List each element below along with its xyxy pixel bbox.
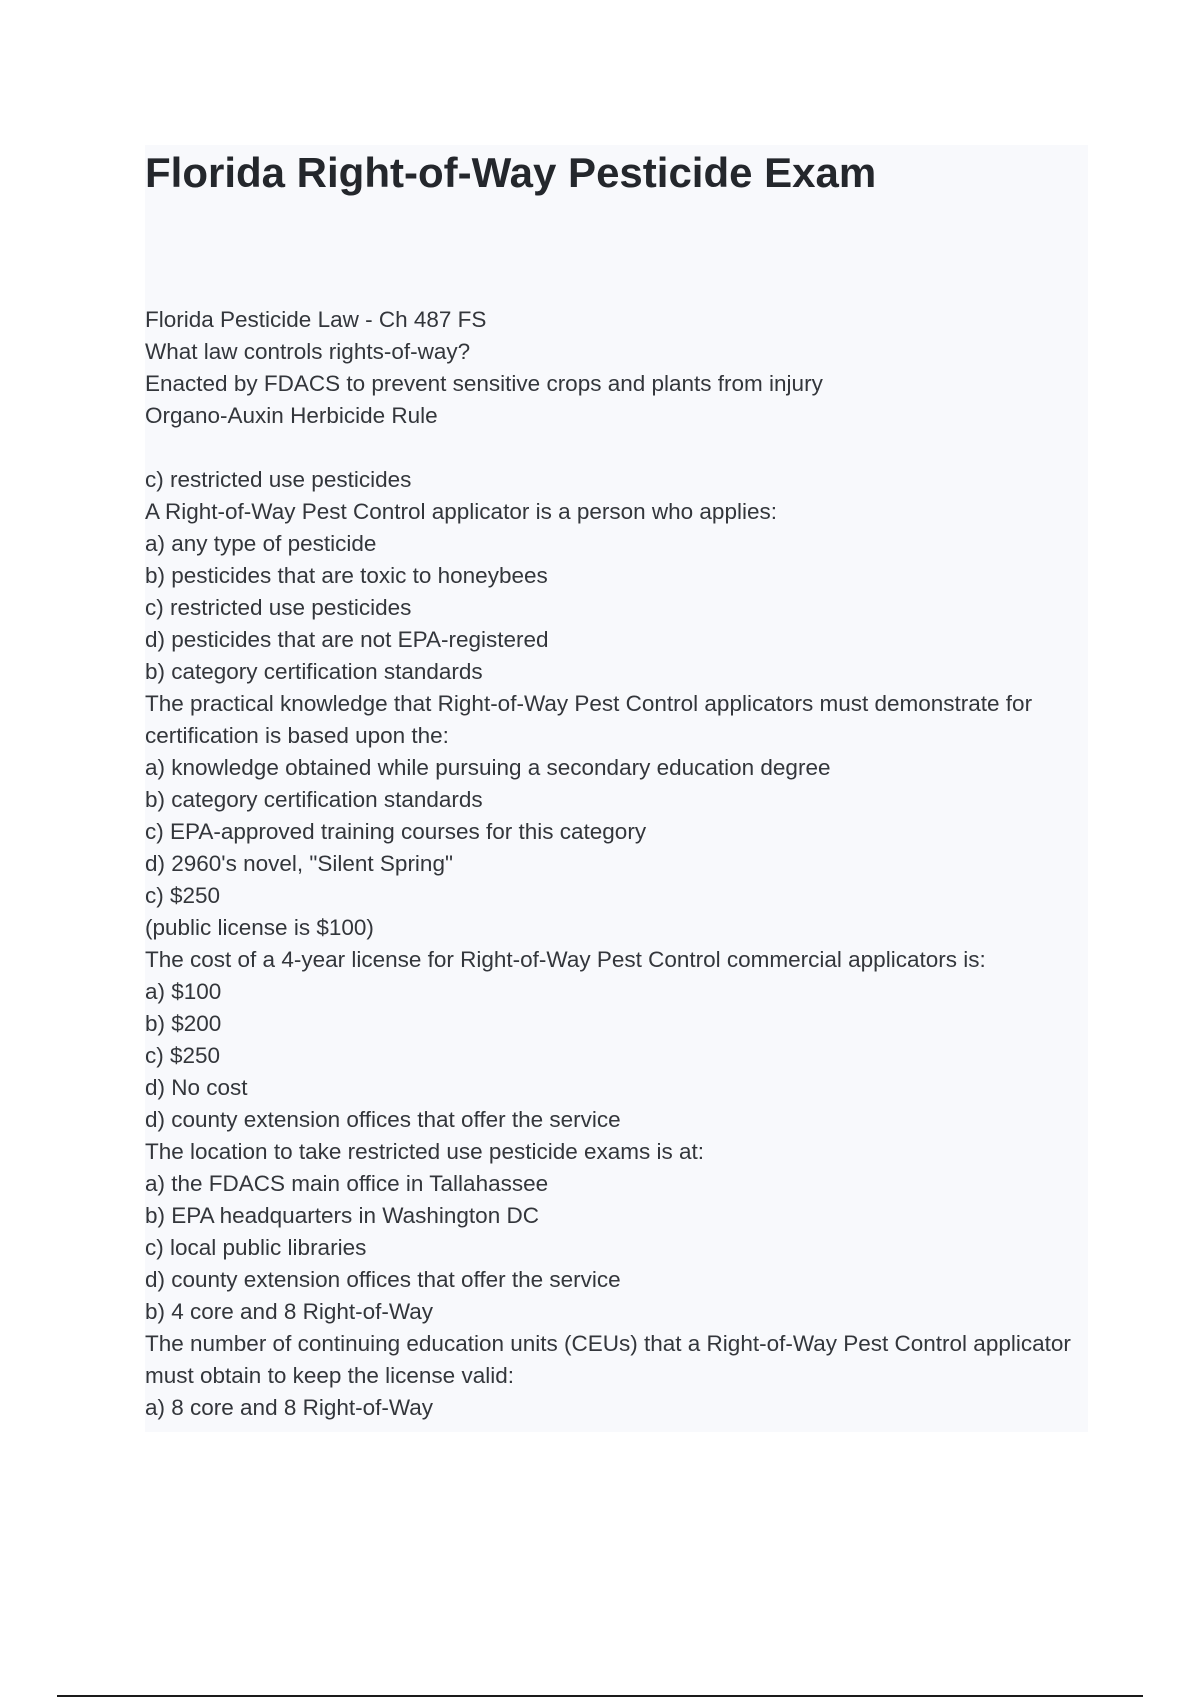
text-line: b) category certification standards <box>145 659 483 684</box>
text-line: b) EPA headquarters in Washington DC <box>145 1203 539 1228</box>
footer-rule <box>57 1695 1143 1697</box>
text-line: a) the FDACS main office in Tallahassee <box>145 1171 549 1196</box>
text-line: The cost of a 4-year license for Right-of-Way Pest Control commercial applicators is: <box>145 947 986 972</box>
text-line: What law controls rights-of-way? <box>145 339 471 364</box>
text-line: A Right-of-Way Pest Control applicator is a person who applies: <box>145 499 777 524</box>
text-line: c) EPA-approved training courses for this category <box>145 819 647 844</box>
text-line: Florida Pesticide Law - Ch 487 FS <box>145 307 487 332</box>
text-line: a) 8 core and 8 Right-of-Way <box>145 1395 434 1420</box>
text-line: b) pesticides that are toxic to honeybees <box>145 563 548 588</box>
text-line: c) restricted use pesticides <box>145 595 412 620</box>
text-line: c) local public libraries <box>145 1235 367 1260</box>
text-line: Enacted by FDACS to prevent sensitive crops and plants from injury <box>145 371 823 396</box>
document-body <box>145 304 1085 1424</box>
text-line: c) restricted use pesticides <box>145 467 412 492</box>
text-line: d) 2960's novel, "Silent Spring" <box>145 851 453 876</box>
text-line: d) No cost <box>145 1075 248 1100</box>
text-line: a) knowledge obtained while pursuing a secondary education degree <box>145 755 831 780</box>
text-line: Organo-Auxin Herbicide Rule <box>145 403 438 428</box>
text-line: The practical knowledge that Right-of-Way Pest Control applicators must demonstrate for certification is based upon the: <box>145 691 1033 748</box>
text-line: b) $200 <box>145 1011 222 1036</box>
text-line: a) $100 <box>145 979 222 1004</box>
text-line: c) $250 <box>145 883 221 908</box>
text-line: d) county extension offices that offer the service <box>145 1107 621 1132</box>
text-line: d) pesticides that are not EPA-registered <box>145 627 549 652</box>
text-line: The location to take restricted use pesticide exams is at: <box>145 1139 705 1164</box>
page-title: Florida Right-of-Way Pesticide Exam <box>145 149 877 196</box>
blank-line <box>145 432 1085 464</box>
text-line: (public license is $100) <box>145 915 374 940</box>
text-line: d) county extension offices that offer the service <box>145 1267 621 1292</box>
text-line: The number of continuing education units (CEUs) that a Right-of-Way Pest Control applicator must obtain to keep the license valid: <box>145 1331 1071 1388</box>
text-line: b) 4 core and 8 Right-of-Way <box>145 1299 434 1324</box>
text-line: c) $250 <box>145 1043 221 1068</box>
text-line: b) category certification standards <box>145 787 483 812</box>
text-line: a) any type of pesticide <box>145 531 377 556</box>
